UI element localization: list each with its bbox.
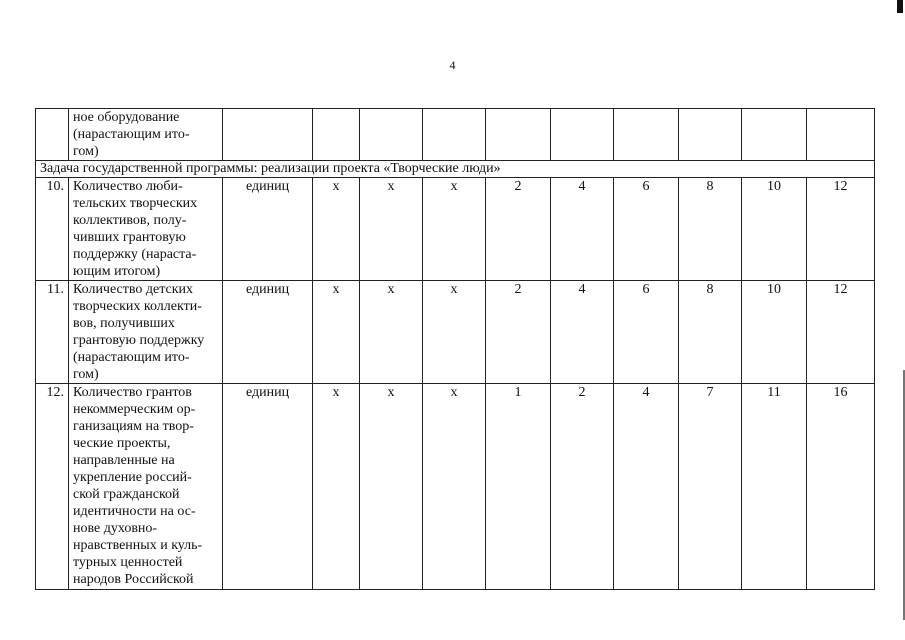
table-row-task	[36, 161, 875, 178]
value-cell: 2	[551, 384, 614, 590]
value-cell: 12	[807, 281, 875, 384]
value-cell	[742, 109, 807, 161]
unit-cell: единиц	[223, 281, 313, 384]
value-cell: 8	[679, 281, 742, 384]
value-cell: х	[423, 384, 486, 590]
value-cell: 11	[742, 384, 807, 590]
value-cell: 12	[807, 178, 875, 281]
table-row	[36, 178, 875, 281]
value-cell: 8	[679, 178, 742, 281]
unit-cell: единиц	[223, 384, 313, 590]
value-cell	[807, 109, 875, 161]
row-number: 10.	[36, 178, 69, 281]
value-cell	[360, 109, 423, 161]
value-cell	[313, 109, 360, 161]
table-body	[36, 109, 875, 590]
value-cell: х	[360, 281, 423, 384]
value-cell	[551, 109, 614, 161]
value-cell: х	[360, 384, 423, 590]
unit-cell	[223, 109, 313, 161]
unit-cell: единиц	[223, 178, 313, 281]
value-cell: 7	[679, 384, 742, 590]
indicators-table	[35, 108, 875, 590]
value-cell: х	[360, 178, 423, 281]
value-cell: х	[423, 178, 486, 281]
row-number	[36, 109, 69, 161]
indicator-name: Количество грантов некоммерческим ор- ганизациям на твор- ческие проекты, направленные на укрепление россий- ской гражданской идентичности на ос- нове духовно- нравственных и куль- турных ценностей народов Российской	[69, 384, 223, 590]
value-cell: 1	[486, 384, 551, 590]
row-number: 11.	[36, 281, 69, 384]
value-cell	[679, 109, 742, 161]
value-cell: 16	[807, 384, 875, 590]
table-row	[36, 384, 875, 590]
table-row	[36, 281, 875, 384]
value-cell	[614, 109, 679, 161]
row-number: 12.	[36, 384, 69, 590]
value-cell: х	[313, 281, 360, 384]
value-cell: 6	[614, 281, 679, 384]
indicator-name: ное оборудование (нарастающим ито- гом)	[69, 109, 223, 161]
page-number: 4	[449, 58, 456, 72]
value-cell	[423, 109, 486, 161]
value-cell: 4	[551, 178, 614, 281]
task-heading: Задача государственной программы: реализации проекта «Творческие люди»	[36, 161, 875, 178]
value-cell: х	[313, 384, 360, 590]
value-cell: х	[423, 281, 486, 384]
value-cell: 4	[551, 281, 614, 384]
scan-edge-mark	[897, 0, 903, 13]
value-cell: 6	[614, 178, 679, 281]
value-cell: 2	[486, 178, 551, 281]
value-cell: 10	[742, 281, 807, 384]
value-cell	[486, 109, 551, 161]
value-cell: х	[313, 178, 360, 281]
value-cell: 4	[614, 384, 679, 590]
indicator-name: Количество люби- тельских творческих коллективов, полу- чивших грантовую поддержку (нараста- ющим итогом)	[69, 178, 223, 281]
table-row-continuation	[36, 109, 875, 161]
indicator-name: Количество детских творческих коллекти- вов, получивших грантовую поддержку (нарастающим ито- гом)	[69, 281, 223, 384]
value-cell: 2	[486, 281, 551, 384]
value-cell: 10	[742, 178, 807, 281]
